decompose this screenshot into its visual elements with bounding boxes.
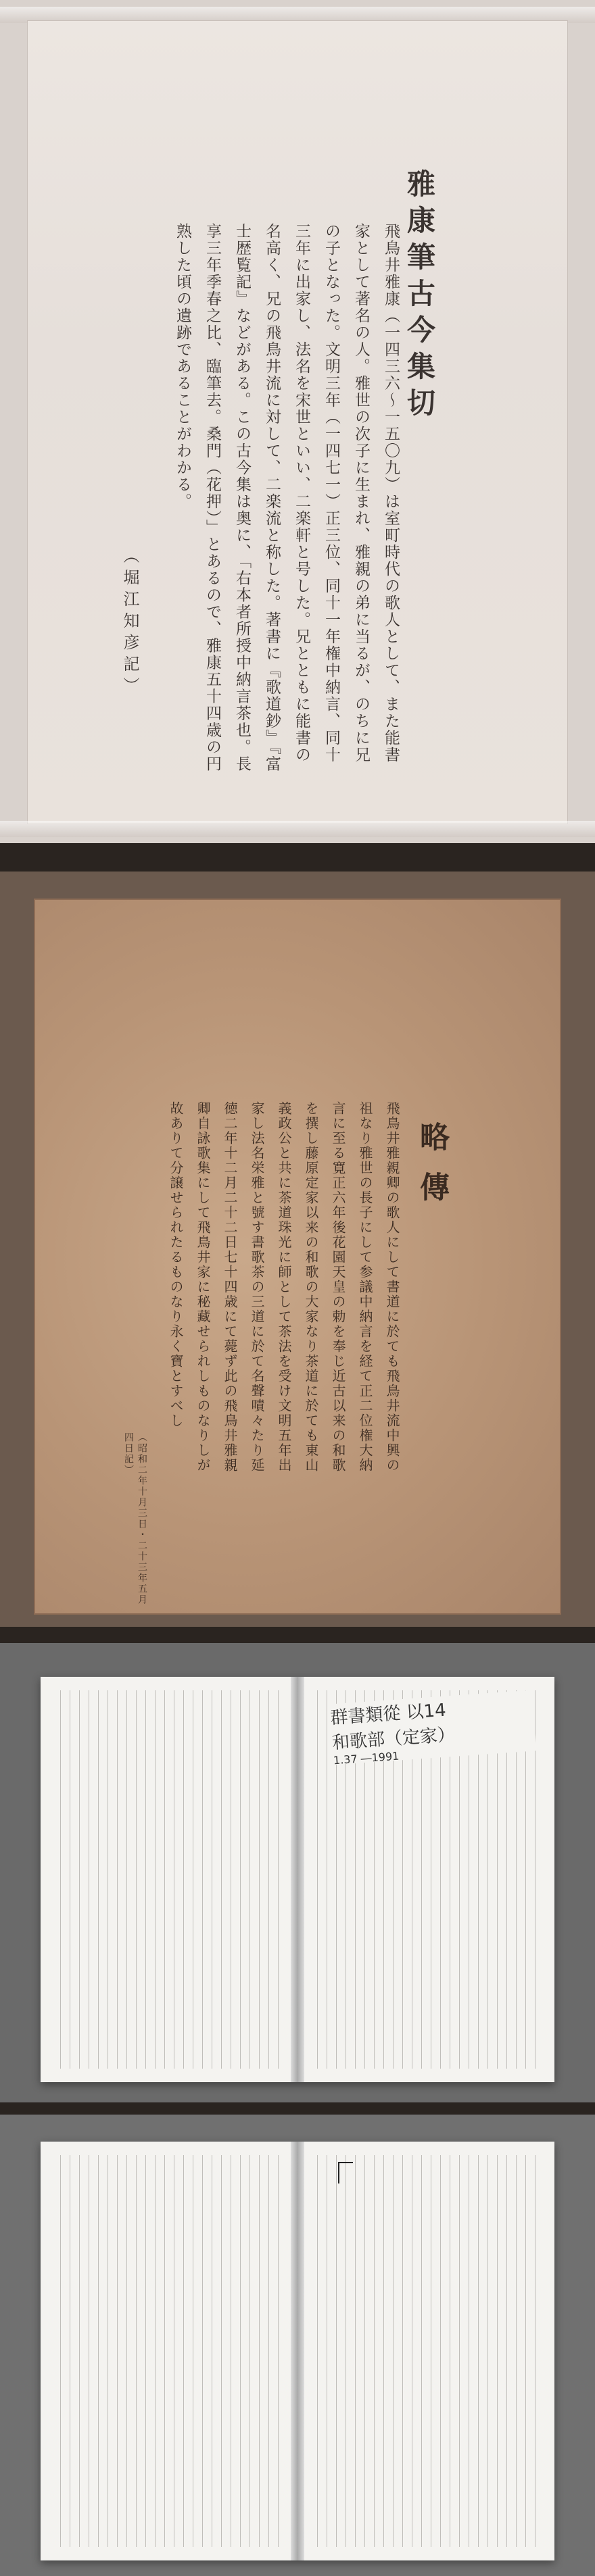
open-book — [41, 1677, 554, 2082]
book-page-right — [311, 2155, 541, 2547]
book-spine — [291, 2142, 304, 2560]
document-panel-aged — [0, 872, 595, 1627]
handnote-side: 1.37 ―1991 — [333, 1749, 400, 1767]
book-spine — [291, 1677, 304, 2082]
book-page-left — [54, 2155, 284, 2547]
paper-fold — [0, 821, 595, 837]
biography-note: （昭和二年十月三日・二十三年五月四日記） — [123, 1432, 147, 1605]
aged-sheet — [34, 899, 561, 1615]
handnote-line2: 和歌部（定家） — [331, 1724, 456, 1754]
document-panel-washi — [0, 0, 595, 843]
open-book — [41, 2142, 554, 2560]
book-spread-2 — [0, 2115, 595, 2576]
book-page-left — [54, 1690, 284, 2069]
biography-title: 略傳 — [414, 1121, 449, 1221]
handnote-line1: 群書類從 以14 — [329, 1700, 447, 1729]
biography-body: 飛鳥井雅親卿の歌人にして書道に於ても飛鳥井流中興の祖なり雅世の長子にして参議中納言を経て正二位権大納言に至る寛正六年後花園天皇の勅を奉じ近古以来の和歌を撰し藤原定家以来の和歌の大家なり茶道に於ても東山義政公と共に茶道珠光に師として茶法を受け文明五年出家し法名栄雅と號す書歌茶の三道に於て名聲嘖々たり延徳二年十二月二十二日七十四歳にて薨ず此の飛鳥井雅親卿自詠歌集にして飛鳥井家に秘藏せられしものなりしが故ありて分譲せられたるものなり永く寶とすべし — [168, 1101, 400, 1473]
washi-sheet — [27, 20, 568, 824]
book-spread-1 — [0, 1643, 595, 2102]
document-title: 雅康筆古今集切 — [403, 169, 436, 424]
bracket-mark — [338, 2162, 353, 2183]
document-body: 飛鳥井雅康（一四三六～一五〇九）は室町時代の歌人として、また能書家として著名の人。雅世の次子に生まれ、雅親の弟に当るが、のちに兄の子となった。文明三年（一四七一）正三位、同十一年権中納言、同十三年に出家し、法名を宋世といい、二楽軒と号した。兄とともに能書の名高く、兄の飛鳥井流に対して、二楽流と称した。著書に『歌道鈔』『富士歴覧記』などがある。この古今集は奥に、「右本者所授中納言茶也。長享三年季春之比、臨筆去。桑門（花押）」とあるので、雅康五十四歳の円熟した頃の遺跡であることがわかる。 — [174, 223, 400, 773]
author-signature: （堀江知彦記） — [120, 547, 139, 699]
